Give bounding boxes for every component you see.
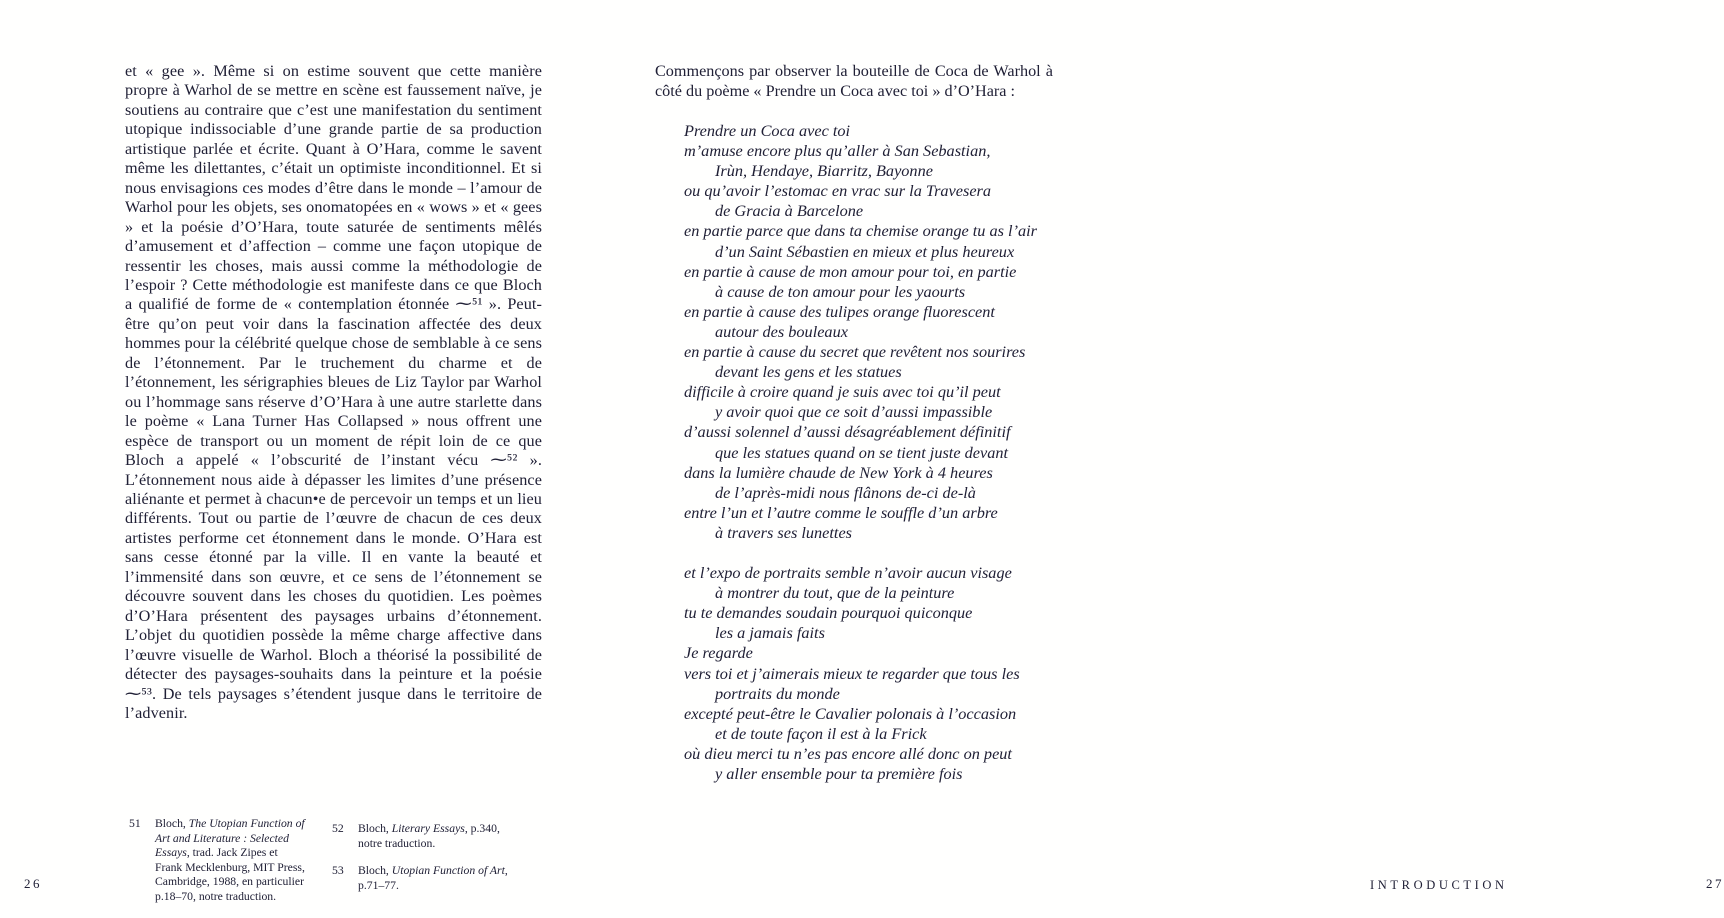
poem-line: d’un Saint Sébastien en mieux et plus heureux (715, 241, 1015, 261)
poem-line: les a jamais faits (715, 623, 825, 643)
poem-line: Je regarde (684, 643, 753, 663)
body-paragraph: et « gee ». Même si on estime souvent que cette manière propre à Warhol de se mettre en scène est faussement naïve, je soutiens au contraire que c’est une manifestation du sentiment utopique indissociable d’une grande partie de sa production artistique parlée et écrite. Quant à O’Hara, comme le savent même les dilettantes, c’était un optimiste inconditionnel. Et si nous envisagions ces modes d’être dans le monde – l’amour de Warhol pour les objets, ses onomatopées en « wows » et « gees » et la poésie d’O’Hara, toute saturée de sentiments mêlés d’amusement et d’affection – comme une façon utopique de ressentir les choses, mais aussi comme la méthodologie de l’espoir ? Cette méthodologie est manifeste dans ce que Bloch a qualifié de forme de « contemplation étonnée ⁓⁵¹ ». Peut-être qu’on peut voir dans la fascination affectée des deux hommes pour la célébrité quelque chose de semblable à ce sens de l’étonnement. Par le truchement du charme et de l’étonnement, les sérigraphies bleues de Liz Taylor par Warhol ou l’hommage sans réserve d’O’Hara à une autre starlette dans le poème « Lana Turner Has Collapsed » nous offrent une espèce de transport ou un moment de répit loin de ce que Bloch a appelé « l’obscurité de l’instant vécu ⁓⁵² ». L’étonnement nous aide à dépasser les limites d’une présence aliénante et permet à chacun•e de percevoir un temps et un lieu différents. Tout ou partie de l’œuvre de chacun de ces deux artistes performe cet étonnement dans le monde. O’Hara est sans cesse étonné par la ville. Il en vante la beauté et l’immensité dans son œuvre, et ce sens de l’étonnement se découvre souvent dans les choses du quotidien. Les poèmes d’O’Hara présentent des paysages urbains d’étonnement. L’objet du quotidien possède la même charge affective dans l’œuvre visuelle de Warhol. Bloch a théorisé la possibilité de détecter des paysages-souhaits dans la peinture et la poésie ⁓⁵³. De tels paysages s’étendent jusque dans le territoire de l’advenir. (125, 62, 542, 722)
poem-line: m’amuse encore plus qu’aller à San Sebastian, (684, 141, 991, 161)
poem-line: Irùn, Hendaye, Biarritz, Bayonne (715, 161, 933, 181)
poem-line: y aller ensemble pour ta première fois (715, 764, 963, 783)
footnote-53 (332, 864, 516, 893)
poem-line: en partie parce que dans ta chemise orange tu as l’air (684, 221, 1038, 241)
footnotes-column-2 (332, 822, 516, 906)
poem-line: ou qu’avoir l’estomac en vrac sur la Travesera (684, 181, 992, 201)
page-number-right: 27 (1706, 876, 1724, 891)
poem-line: portraits du monde (715, 683, 840, 703)
poem-block (684, 121, 1104, 784)
poem-line: et de toute façon il est à la Frick (715, 723, 927, 743)
poem-line: dans la lumière chaude de New York à 4 heures (684, 462, 993, 482)
poem-line: vers toi et j’aimerais mieux te regarder que tous les (684, 663, 1020, 683)
footnote-text: Bloch, The Utopian Function of Art and Literature : Selected Essays, trad. Jack Zipes et Frank Mecklenburg, MIT Press, Cambridge, 1988, en particulier p.18–70, notre traduction. (155, 817, 305, 903)
poem-line: en partie à cause du secret que revêtent nos sourires (684, 342, 1026, 362)
footnote-52 (332, 822, 516, 851)
poem-line: de l’après-midi nous flânons de-ci de-là (715, 482, 976, 502)
footnote-number: 51 (129, 817, 141, 830)
poem-stanza-break (684, 543, 1104, 563)
footnote-51 (129, 817, 307, 905)
poem-line: à cause de ton amour pour les yaourts (715, 281, 966, 301)
page-right (585, 0, 1724, 912)
poem-line: tu te demandes soudain pourquoi quiconque (684, 603, 973, 623)
poem-line: y avoir quoi que ce soit d’aussi impassible (715, 402, 993, 422)
page-left (0, 0, 585, 912)
poem-line: de Gracia à Barcelone (715, 201, 864, 221)
footnote-number: 53 (332, 864, 344, 878)
poem-line: à travers ses lunettes (715, 522, 853, 542)
poem-line: d’aussi solennel d’aussi désagréablement définitif (684, 422, 1011, 442)
footnote-number: 52 (332, 822, 344, 835)
footnotes-column-1 (129, 817, 307, 918)
poem-line: que les statues quand on se tient juste devant (715, 442, 1009, 462)
poem-line: en partie à cause des tulipes orange fluorescent (684, 301, 995, 321)
poem-line: où dieu merci tu n’es pas encore allé donc on peut (684, 743, 1012, 763)
footnote-text: Bloch, Utopian Function of Art, p.71–77. (358, 864, 508, 892)
poem-line: difficile à croire quand je suis avec toi qu’il peut (684, 382, 1001, 402)
poem-line: à montrer du tout, que de la peinture (715, 583, 955, 603)
intro-paragraph: Commençons par observer la bouteille de Coca de Warhol à côté du poème « Prendre un Coca avec toi » d’O’Hara : (655, 62, 1053, 100)
poem-line: Prendre un Coca avec toi (684, 121, 851, 140)
running-footer: INTRODUCTION (1370, 878, 1508, 892)
poem-line: en partie à cause de mon amour pour toi, en partie (684, 261, 1017, 281)
poem-line: autour des bouleaux (715, 321, 848, 341)
poem-line: excepté peut-être le Cavalier polonais à l’occasion (684, 703, 1017, 723)
poem-line: devant les gens et les statues (715, 362, 902, 382)
poem-line: entre l’un et l’autre comme le souffle d’un arbre (684, 502, 998, 522)
footnote-text: Bloch, Literary Essays, p.340, notre traduction. (358, 822, 500, 850)
poem-line: et l’expo de portraits semble n’avoir aucun visage (684, 563, 1012, 583)
page-number-left: 26 (24, 876, 42, 891)
